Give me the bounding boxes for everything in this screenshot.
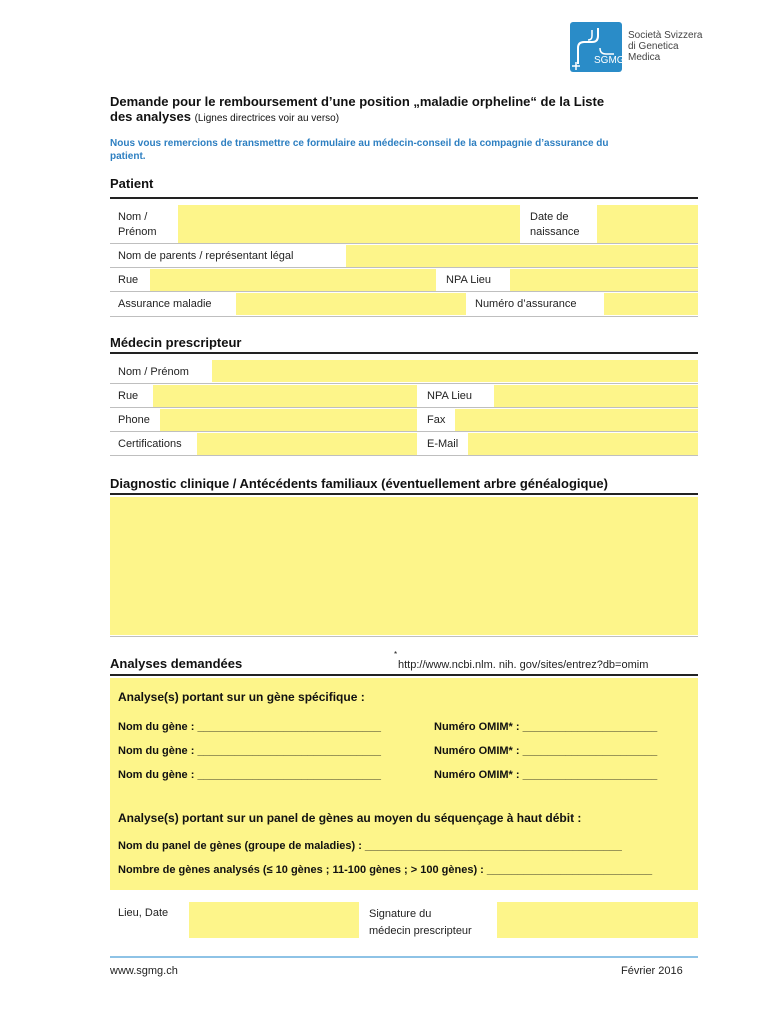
signature-field[interactable] bbox=[497, 902, 698, 938]
patient-name-field[interactable] bbox=[178, 205, 520, 243]
title-note: (Lignes directrices voir au verso) bbox=[194, 113, 340, 124]
row-divider bbox=[110, 316, 698, 317]
row-divider bbox=[110, 455, 698, 456]
physician-cert-field[interactable] bbox=[197, 433, 417, 455]
physician-fax-label: Fax bbox=[427, 414, 446, 426]
row-divider bbox=[110, 267, 698, 268]
section-rule bbox=[110, 493, 698, 495]
gene-name-line[interactable]: Nom du gène : ______________________________ bbox=[118, 769, 381, 781]
panel-count-line[interactable]: Nombre de gènes analysés (≤ 10 gènes ; 11-100 gènes ; > 100 gènes) : ___________________________ bbox=[118, 864, 653, 876]
section-title-physician: Médecin prescripteur bbox=[110, 335, 242, 350]
gene-name-line[interactable]: Nom du gène : ______________________________ bbox=[118, 745, 381, 757]
label-line: Prénom bbox=[118, 226, 157, 238]
logo-text: SGMG bbox=[594, 55, 625, 66]
physician-name-label: Nom / Prénom bbox=[118, 366, 189, 378]
org-line: di Genetica bbox=[628, 41, 679, 52]
physician-npa-label: NPA Lieu bbox=[427, 390, 473, 402]
row-divider bbox=[110, 291, 698, 292]
label-line: médecin prescripteur bbox=[369, 925, 472, 937]
place-date-label: Lieu, Date bbox=[118, 907, 169, 919]
sgmg-logo bbox=[570, 22, 625, 72]
patient-dob-field[interactable] bbox=[597, 205, 698, 243]
physician-street-field[interactable] bbox=[153, 385, 417, 407]
section-rule bbox=[110, 352, 698, 354]
physician-fax-field[interactable] bbox=[455, 409, 698, 431]
physician-phone-label: Phone bbox=[118, 414, 150, 426]
title-line-2 bbox=[110, 109, 710, 126]
patient-dob-label bbox=[530, 210, 580, 240]
single-gene-title: Analyse(s) portant sur un gène spécifique : bbox=[118, 690, 365, 704]
org-line: Medica bbox=[628, 52, 661, 63]
signature-label bbox=[369, 906, 472, 940]
physician-email-label: E-Mail bbox=[427, 438, 459, 450]
patient-npa-field[interactable] bbox=[510, 269, 698, 291]
row-divider bbox=[110, 407, 698, 408]
intro-line: patient. bbox=[110, 151, 146, 162]
footer-rule bbox=[110, 956, 698, 958]
patient-insurance-no-label: Numéro d’assurance bbox=[475, 298, 577, 310]
footer-date: Février 2016 bbox=[621, 965, 683, 977]
omim-link[interactable]: http://www.ncbi.nlm. nih. gov/sites/entrez?db=omim bbox=[398, 659, 649, 671]
label-line: naissance bbox=[530, 226, 580, 238]
patient-street-label: Rue bbox=[118, 274, 139, 286]
footer-website[interactable]: www.sgmg.ch bbox=[110, 965, 178, 977]
document-title bbox=[110, 94, 710, 126]
omim-number-line[interactable]: Numéro OMIM* : ______________________ bbox=[434, 769, 658, 781]
title-line-1: Demande pour le remboursement d’une position „maladie orpheline“ de la Liste bbox=[110, 94, 605, 109]
patient-npa-label: NPA Lieu bbox=[446, 274, 492, 286]
section-rule bbox=[110, 674, 698, 676]
org-line: Società Svizzera bbox=[628, 30, 703, 41]
section-title-patient: Patient bbox=[110, 176, 154, 191]
gene-name-line[interactable]: Nom du gène : ______________________________ bbox=[118, 721, 381, 733]
patient-street-field[interactable] bbox=[150, 269, 436, 291]
label-line: Date de bbox=[530, 211, 569, 223]
omim-number-line[interactable]: Numéro OMIM* : ______________________ bbox=[434, 721, 658, 733]
patient-parents-field[interactable] bbox=[346, 245, 698, 267]
physician-name-field[interactable] bbox=[212, 360, 698, 382]
section-title-analyses: Analyses demandées bbox=[110, 656, 243, 671]
intro-text bbox=[110, 137, 609, 163]
row-divider bbox=[110, 431, 698, 432]
physician-street-label: Rue bbox=[118, 390, 139, 402]
analyses-box bbox=[110, 678, 698, 890]
patient-insurance-label: Assurance maladie bbox=[118, 298, 212, 310]
omim-number-line[interactable]: Numéro OMIM* : ______________________ bbox=[434, 745, 658, 757]
footnote-mark: * bbox=[394, 650, 398, 659]
org-name bbox=[628, 30, 702, 63]
label-line: Nom / bbox=[118, 211, 148, 223]
row-divider bbox=[110, 243, 698, 244]
physician-email-field[interactable] bbox=[468, 433, 698, 455]
patient-insurance-field[interactable] bbox=[236, 293, 466, 315]
patient-name-label bbox=[118, 210, 157, 240]
physician-cert-label: Certifications bbox=[118, 438, 182, 450]
physician-npa-field[interactable] bbox=[494, 385, 698, 407]
intro-line: Nous vous remercions de transmettre ce formulaire au médecin-conseil de la compagnie d’assurance du bbox=[110, 138, 609, 149]
title-bold: des analyses bbox=[110, 109, 191, 124]
section-rule bbox=[110, 197, 698, 199]
panel-title: Analyse(s) portant sur un panel de gènes au moyen du séquençage à haut débit : bbox=[118, 811, 582, 825]
patient-insurance-no-field[interactable] bbox=[604, 293, 698, 315]
place-date-field[interactable] bbox=[189, 902, 359, 938]
patient-parents-label: Nom de parents / représentant légal bbox=[118, 250, 294, 262]
physician-phone-field[interactable] bbox=[160, 409, 417, 431]
panel-name-line[interactable]: Nom du panel de gènes (groupe de maladies) : __________________________________________ bbox=[118, 840, 622, 852]
diagnostic-field[interactable] bbox=[110, 497, 698, 635]
row-divider bbox=[110, 636, 698, 637]
label-line: Signature du bbox=[369, 908, 432, 920]
row-divider bbox=[110, 383, 698, 384]
section-title-diagnostic: Diagnostic clinique / Antécédents familiaux (éventuellement arbre généalogique) bbox=[110, 476, 608, 491]
